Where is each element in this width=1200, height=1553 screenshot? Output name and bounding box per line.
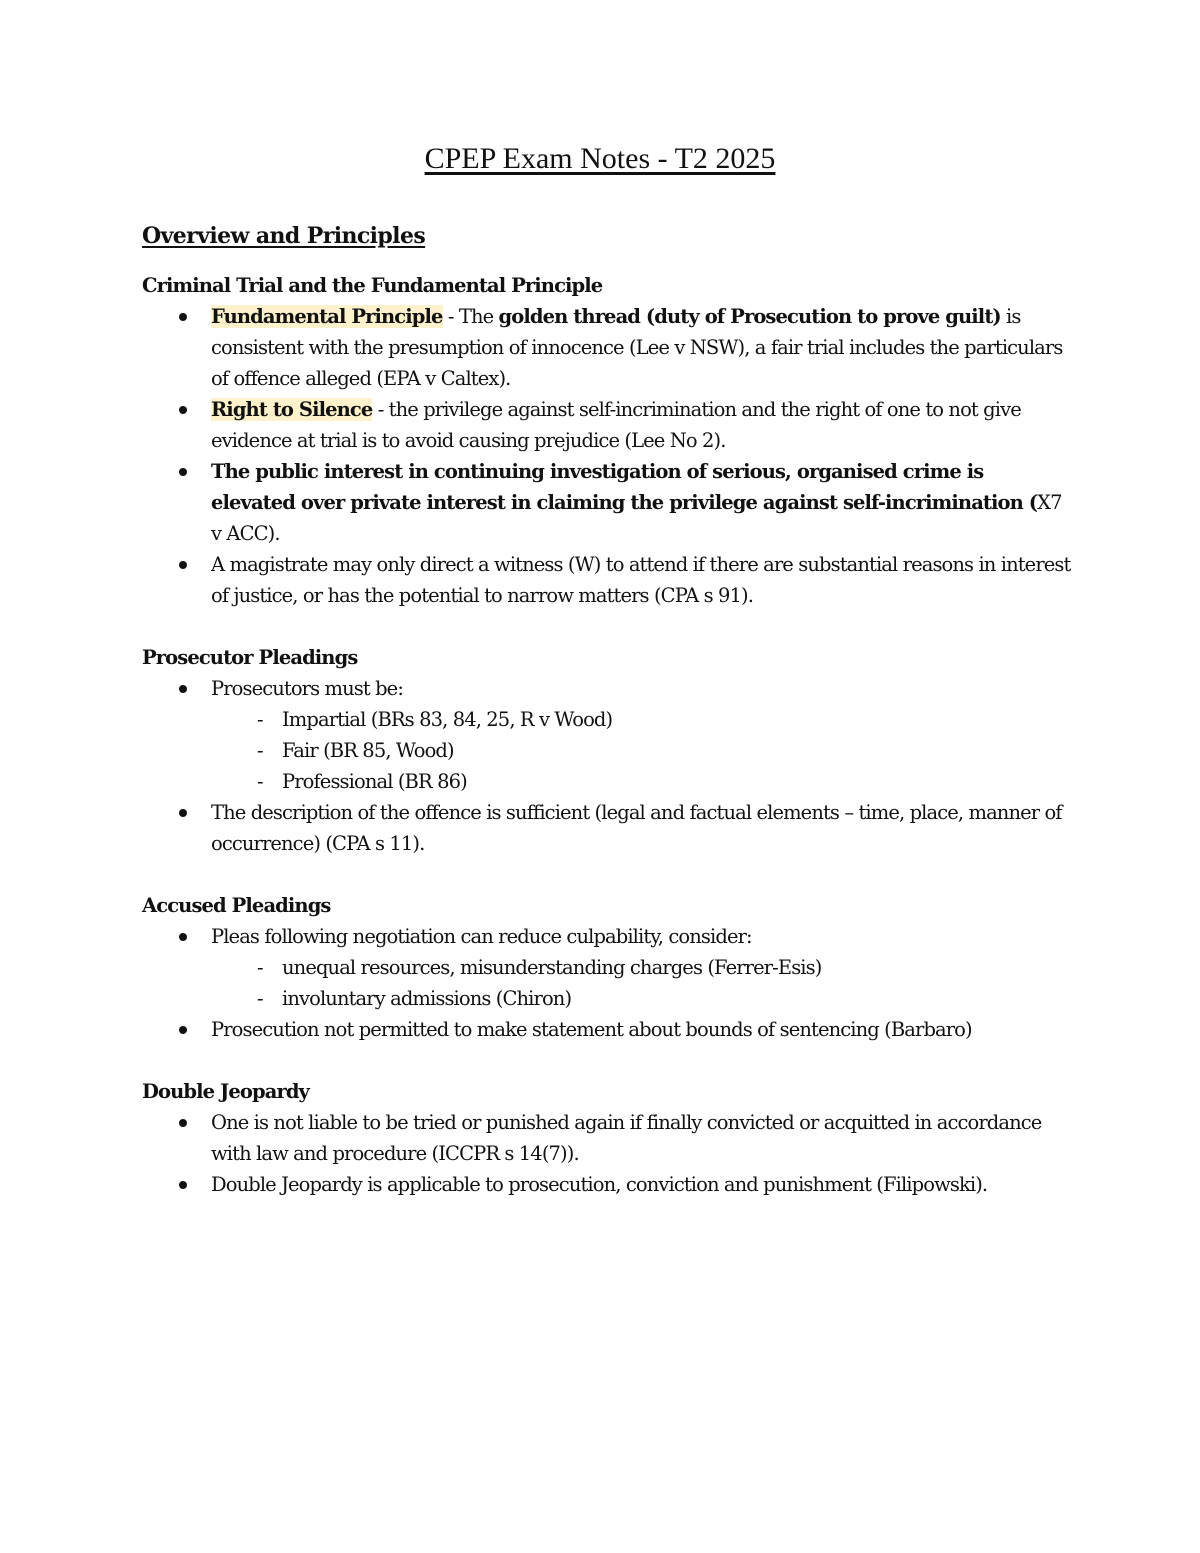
list-item [211,301,1072,394]
sub-list-item: - Impartial (BRs 83, 84, 25, R v Wood) [282,704,1072,735]
sub-list-item: - Professional (BR 86) [282,766,1072,797]
text-run: is consistent with the presumption of innocence (Lee v NSW), a fair trial includes the particulars of offence alleged (EPA v Caltex). [211,305,1063,390]
criminal-trial-list [142,301,1072,611]
sub-list-item: - Fair (BR 85, Wood) [282,735,1072,766]
text-run: - the privilege against self-incrimination and the right of one to not give evidence at trial is to avoid causing prejudice (Lee No 2). [211,398,1021,452]
sub-list [211,704,1072,797]
criminal-trial-heading: Criminal Trial and the Fundamental Principle [142,274,603,297]
text-run: - The [442,305,499,328]
list-item [211,921,1072,1014]
criminal-trial-section [142,270,1072,611]
double-jeopardy-heading: Double Jeopardy [142,1080,309,1103]
list-item [211,673,1072,797]
double-jeopardy-list [142,1107,1072,1200]
list-item: A magistrate may only direct a witness (W) to attend if there are substantial reasons in interest of justice, or has the potential to narrow matters (CPA s 91). [211,549,1072,611]
document-body [142,218,1072,1231]
sub-list-item: - unequal resources, misunderstanding charges (Ferrer-Esis) [282,952,1072,983]
list-item: One is not liable to be tried or punished again if finally convicted or acquitted in accordance with law and procedure (ICCPR s 14(7)). [211,1107,1072,1169]
accused-section [142,890,1072,1045]
list-item: Double Jeopardy is applicable to prosecution, conviction and punishment (Filipowski). [211,1169,1072,1200]
highlighted-term: Fundamental Principle [211,305,443,328]
document-title: CPEP Exam Notes - T2 2025 [424,142,776,175]
prosecutor-heading: Prosecutor Pleadings [142,646,358,669]
text-run: Prosecutors must be: [211,677,403,700]
list-item: Prosecution not permitted to make statement about bounds of sentencing (Barbaro) [211,1014,1072,1045]
bold-text: The public interest in continuing investigation of serious, organised crime is elevated over private interest in claiming the privilege against self-incrimination ( [211,460,1038,514]
double-jeopardy-section [142,1076,1072,1200]
list-item [211,456,1072,549]
accused-list [142,921,1072,1045]
sub-list [211,952,1072,1014]
list-item [211,394,1072,456]
text-run: X7 v ACC). [211,491,1062,545]
highlighted-term: Right to Silence [211,398,373,421]
bold-text: golden thread (duty of Prosecution to prove guilt) [498,305,1001,328]
prosecutor-section [142,642,1072,859]
prosecutor-list [142,673,1072,859]
text-run: Pleas following negotiation can reduce culpability, consider: [211,925,752,948]
overview-heading: Overview and Principles [142,223,426,249]
sub-list-item: - involuntary admissions (Chiron) [282,983,1072,1014]
list-item: The description of the offence is sufficient (legal and factual elements – time, place, manner of occurrence) (CPA s 11). [211,797,1072,859]
accused-heading: Accused Pleadings [142,894,331,917]
